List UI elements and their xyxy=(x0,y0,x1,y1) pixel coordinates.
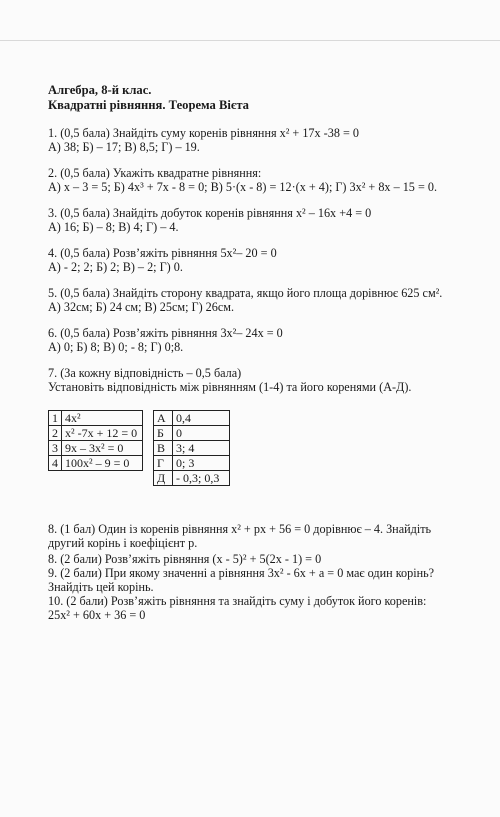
answer-options: А) - 2; 2; Б) 2; В) – 2; Г) 0. xyxy=(48,260,183,274)
question-text: 9. (2 бали) При якому значенні a рівняння 3x² - 6x + a = 0 має один корінь? xyxy=(48,566,435,580)
title-line-2: Квадратні рівняння. Теорема Вієта xyxy=(48,97,249,112)
table-row xyxy=(49,471,230,486)
title-line-1: Алгебра, 8-й клас. xyxy=(48,83,152,97)
question-8b xyxy=(48,552,493,566)
worksheet xyxy=(48,83,493,622)
empty-cell xyxy=(62,471,143,486)
equation-cell: x² -7x + 12 = 0 xyxy=(62,426,143,441)
roots-cell: 0; 3 xyxy=(173,456,230,471)
question-text: 4. (0,5 бала) Розв’яжіть рівняння 5x²– 20 = 0 xyxy=(48,246,277,260)
question-10 xyxy=(48,594,493,622)
equation-cell: 4x² xyxy=(62,411,143,426)
roots-cell: 0,4 xyxy=(173,411,230,426)
equation: 25x² + 60x + 36 = 0 xyxy=(48,608,146,622)
letter-cell: Г xyxy=(154,456,173,471)
letter-cell: Д xyxy=(154,471,173,486)
question-text-continued: Знайдіть цей корінь. xyxy=(48,580,154,594)
question-3 xyxy=(48,206,493,234)
question-text: 10. (2 бали) Розв’яжіть рівняння та знайдіть суму і добуток його коренів: xyxy=(48,594,427,608)
question-9 xyxy=(48,566,493,594)
roots-cell: 0 xyxy=(173,426,230,441)
table-row xyxy=(49,441,230,456)
answer-options: А) 38; Б) – 17; В) 8,5; Г) – 19. xyxy=(48,140,200,154)
roots-cell: - 0,3; 0,3 xyxy=(173,471,230,486)
table-gap xyxy=(143,456,154,471)
table-gap xyxy=(143,426,154,441)
empty-cell xyxy=(143,471,154,486)
question-text: 5. (0,5 бала) Знайдіть сторону квадрата, якщо його площа дорівнює 625 см². xyxy=(48,286,443,300)
equation-cell: 9x – 3x² = 0 xyxy=(62,441,143,456)
question-2 xyxy=(48,166,493,194)
answer-options: А) 32см; Б) 24 см; В) 25см; Г) 26см. xyxy=(48,300,235,314)
row-number: 3 xyxy=(49,441,62,456)
table-row xyxy=(49,456,230,471)
question-text: 3. (0,5 бала) Знайдіть добуток коренів рівняння x² – 16x +4 = 0 xyxy=(48,206,372,220)
question-text: 1. (0,5 бала) Знайдіть суму коренів рівняння x² + 17x -38 = 0 xyxy=(48,126,359,140)
question-6 xyxy=(48,326,493,354)
letter-cell: А xyxy=(154,411,173,426)
question-text: 2. (0,5 бала) Укажіть квадратне рівняння: xyxy=(48,166,262,180)
question-text: 7. (За кожну відповідність – 0,5 бала) xyxy=(48,366,242,380)
answer-options: А) x – 3 = 5; Б) 4x³ + 7x - 8 = 0; В) 5·(x - 8) = 12·(x + 4); Г) 3x² + 8x – 15 = 0. xyxy=(48,180,438,194)
question-4 xyxy=(48,246,493,274)
question-text: 8. (2 бали) Розв’яжіть рівняння (x - 5)² + 5(2x - 1) = 0 xyxy=(48,552,322,566)
matching-table xyxy=(48,410,230,486)
row-number: 1 xyxy=(49,411,62,426)
row-number: 4 xyxy=(49,456,62,471)
question-text: 8. (1 бал) Один із коренів рівняння x² + px + 56 = 0 дорівнює – 4. Знайдіть xyxy=(48,522,432,536)
question-text-continued: другий корінь і коефіцієнт p. xyxy=(48,536,198,550)
answer-options: А) 16; Б) – 8; В) 4; Г) – 4. xyxy=(48,220,179,234)
table-gap xyxy=(143,441,154,456)
answer-options: А) 0; Б) 8; В) 0; - 8; Г) 0;8. xyxy=(48,340,184,354)
roots-cell: 3; 4 xyxy=(173,441,230,456)
letter-cell: Б xyxy=(154,426,173,441)
question-1 xyxy=(48,126,493,154)
empty-cell xyxy=(49,471,62,486)
table-gap xyxy=(143,411,154,426)
question-text: 6. (0,5 бала) Розв’яжіть рівняння 3x²– 24x = 0 xyxy=(48,326,283,340)
question-instruction: Установіть відповідність між рівнянням (1-4) та його коренями (А-Д). xyxy=(48,380,412,394)
row-number: 2 xyxy=(49,426,62,441)
table-row xyxy=(49,426,230,441)
letter-cell: В xyxy=(154,441,173,456)
question-8 xyxy=(48,522,493,550)
equation-cell: 100x² – 9 = 0 xyxy=(62,456,143,471)
top-divider xyxy=(0,40,500,41)
question-5 xyxy=(48,286,493,314)
table-row xyxy=(49,411,230,426)
question-7 xyxy=(48,366,493,394)
